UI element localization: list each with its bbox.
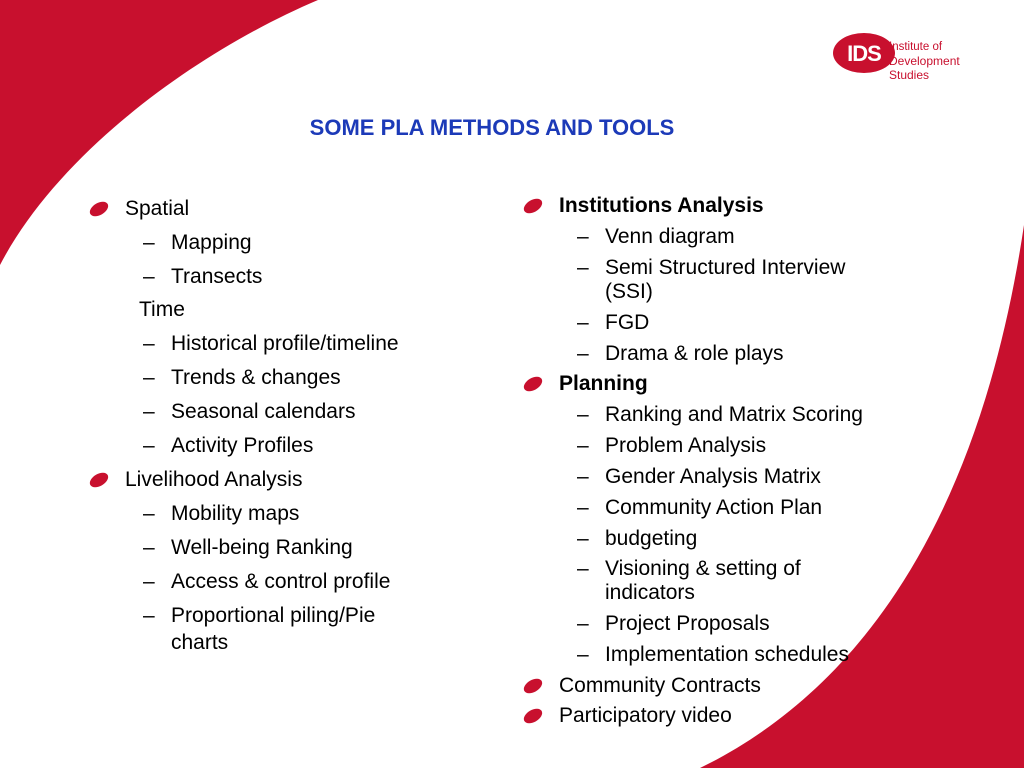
sub-item-label: FGD: [605, 311, 650, 334]
sub-item: [521, 311, 649, 335]
sub-item-label: Transects: [171, 265, 263, 288]
sub-item-label: Mobility maps: [171, 502, 300, 525]
sub-item: [521, 612, 770, 636]
list-item-spatial: [87, 197, 189, 221]
left-column: [87, 0, 487, 768]
list-item-contracts: [521, 674, 761, 698]
sub-item-label: Access & control profile: [171, 570, 391, 593]
sub-item-label: Ranking and Matrix Scoring: [605, 403, 863, 426]
sub-item: [87, 366, 341, 390]
item-label: Participatory video: [559, 704, 732, 727]
logo-line-2: Development Studies: [889, 54, 960, 82]
dash-icon: –: [577, 612, 589, 635]
sub-item: [87, 502, 299, 526]
dash-icon: –: [143, 570, 155, 593]
sub-item-label: Drama & role plays: [605, 342, 784, 365]
sub-item: [521, 496, 822, 520]
list-item-livelihood: [87, 468, 302, 492]
sub-item-label: budgeting: [605, 527, 698, 550]
list-item-time: [87, 298, 185, 322]
dash-icon: –: [143, 231, 155, 254]
dash-icon: –: [143, 434, 155, 457]
dash-icon: –: [577, 225, 589, 248]
dash-icon: –: [577, 557, 589, 580]
dash-icon: –: [143, 502, 155, 525]
dash-icon: –: [577, 496, 589, 519]
sub-item: [87, 231, 252, 255]
sub-item: [87, 400, 355, 424]
slide-title: SOME PLA METHODS AND TOOLS: [309, 115, 675, 140]
item-label: Time: [139, 298, 185, 321]
sub-item-label: Visioning & setting of: [605, 557, 801, 580]
sub-item: [521, 465, 821, 489]
sub-item-label: Community Action Plan: [605, 496, 823, 519]
sub-item-label: Proportional piling/Pie: [171, 604, 376, 627]
dash-icon: –: [143, 366, 155, 389]
sub-item-label: indicators: [605, 581, 695, 604]
dash-icon: –: [577, 527, 589, 550]
bullet-icon: [87, 199, 110, 219]
sub-item: [521, 643, 849, 667]
sub-item-label: Problem Analysis: [605, 434, 767, 457]
dash-icon: –: [143, 604, 155, 627]
sub-item: [521, 225, 735, 249]
dash-icon: –: [143, 400, 155, 423]
sub-item-label: Mapping: [171, 231, 252, 254]
list-item-video: [521, 704, 732, 728]
dash-icon: –: [577, 643, 589, 666]
dash-icon: –: [577, 256, 589, 279]
sub-item: [87, 265, 262, 289]
dash-icon: –: [143, 332, 155, 355]
sub-item-label: Venn diagram: [605, 225, 735, 248]
sub-item-label: (SSI): [605, 280, 653, 303]
item-label: Community Contracts: [559, 674, 761, 697]
sub-item-label: Trends & changes: [171, 366, 341, 389]
sub-item-label: Seasonal calendars: [171, 400, 356, 423]
sub-item-label: Activity Profiles: [171, 434, 314, 457]
list-item-institutions: [521, 194, 764, 218]
sub-item-label: Well-being Ranking: [171, 536, 353, 559]
sub-item: [87, 434, 313, 458]
dash-icon: –: [577, 403, 589, 426]
bullet-icon: [521, 676, 544, 696]
sub-item-label: Historical profile/timeline: [171, 332, 399, 355]
dash-icon: –: [577, 465, 589, 488]
sub-item: [87, 604, 375, 628]
ids-logo-badge-text: IDS: [847, 41, 881, 66]
dash-icon: –: [577, 311, 589, 334]
item-label: Planning: [559, 372, 648, 395]
sub-item: [521, 527, 697, 551]
sub-item: [87, 536, 353, 560]
right-column: [521, 0, 991, 768]
sub-item-label: Implementation schedules: [605, 643, 849, 666]
sub-item: [521, 557, 801, 581]
sub-item-continuation: [521, 280, 653, 304]
sub-item: [521, 434, 766, 458]
item-label: Spatial: [125, 197, 190, 220]
dash-icon: –: [577, 342, 589, 365]
dash-icon: –: [143, 265, 155, 288]
sub-item-label: Semi Structured Interview: [605, 256, 846, 279]
sub-item-label: charts: [171, 631, 229, 654]
logo-line-1: Institute of: [889, 41, 943, 53]
sub-item-continuation: [87, 631, 228, 655]
sub-item: [521, 342, 784, 366]
dash-icon: –: [577, 434, 589, 457]
sub-item: [87, 570, 390, 594]
sub-item: [521, 256, 845, 280]
list-item-planning: [521, 372, 648, 396]
sub-item-continuation: [521, 581, 695, 605]
bullet-icon: [521, 706, 544, 726]
sub-item: [521, 403, 863, 427]
dash-icon: –: [143, 536, 155, 559]
item-label: Institutions Analysis: [559, 194, 764, 217]
bullet-icon: [87, 470, 110, 490]
item-label: Livelihood Analysis: [125, 468, 303, 491]
sub-item-label: Gender Analysis Matrix: [605, 465, 821, 488]
sub-item: [87, 332, 399, 356]
sub-item-label: Project Proposals: [605, 612, 770, 635]
bullet-icon: [521, 196, 544, 216]
bullet-icon: [521, 374, 544, 394]
